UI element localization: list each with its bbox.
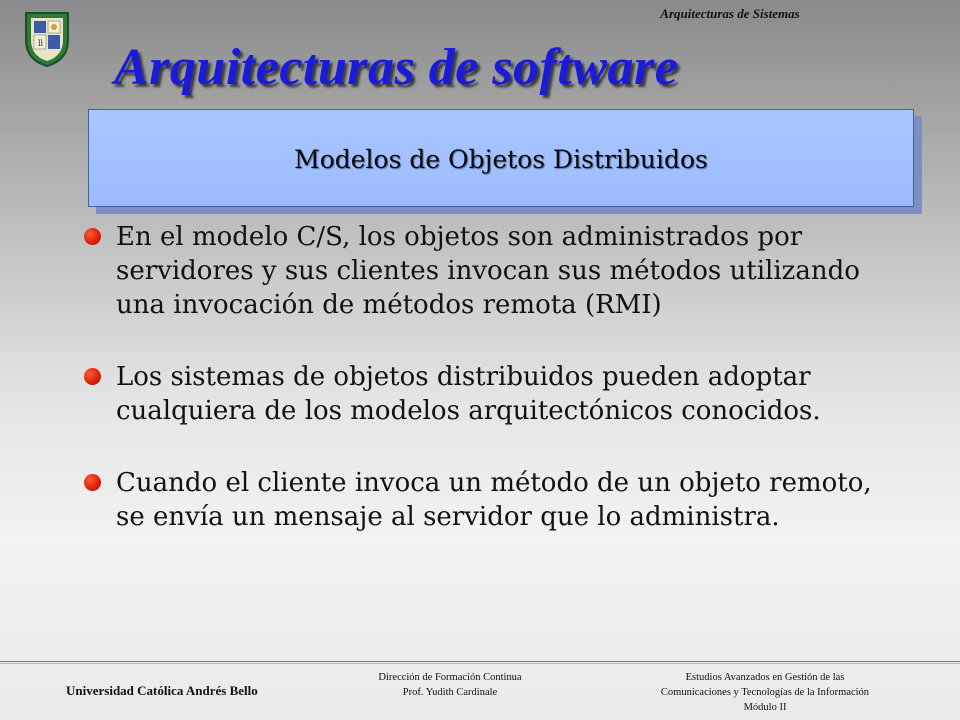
bullet-item xyxy=(84,466,904,534)
footer-right-line: Módulo II xyxy=(743,702,787,713)
bullet-text: Los sistemas de objetos distribuidos pueden adoptar cualquiera de los modelos arquitectónicos conocidos. xyxy=(116,362,821,426)
footer-center-line: Prof. Yudith Cardinale xyxy=(402,687,498,698)
slide-title: Arquitecturas de software xyxy=(114,39,679,96)
bullet-item xyxy=(84,360,904,428)
bullet-dot-icon xyxy=(84,228,101,245)
bullet-dot-icon xyxy=(84,474,101,491)
footer-center-credits xyxy=(350,670,550,700)
footer-divider xyxy=(0,661,960,662)
bullet-item xyxy=(84,220,904,322)
subtitle-text: Modelos de Objetos Distribuidos xyxy=(294,144,708,174)
bullet-dot-icon xyxy=(84,368,101,385)
footer-right-line: Estudios Avanzados en Gestión de las xyxy=(685,672,845,683)
bullet-text: En el modelo C/S, los objetos son administrados por servidores y sus clientes invocan sus métodos utilizando una invocación de métodos remota (RMI) xyxy=(116,222,860,320)
footer-right-program xyxy=(615,670,915,715)
footer-center-line: Dirección de Formación Continua xyxy=(378,672,522,683)
footer-right-line: Comunicaciones y Tecnologías de la Información xyxy=(660,687,870,698)
footer-divider-light xyxy=(0,663,960,664)
svg-text:ll: ll xyxy=(38,39,44,48)
subtitle-box xyxy=(88,109,914,207)
bullet-list xyxy=(84,220,904,534)
university-crest-logo xyxy=(22,10,72,68)
bullet-text: Cuando el cliente invoca un método de un objeto remoto, se envía un mensaje al servidor que lo administra. xyxy=(116,468,872,532)
course-header-tag: Arquitecturas de Sistemas xyxy=(660,6,800,21)
footer-university: Universidad Católica Andrés Bello xyxy=(66,683,258,698)
